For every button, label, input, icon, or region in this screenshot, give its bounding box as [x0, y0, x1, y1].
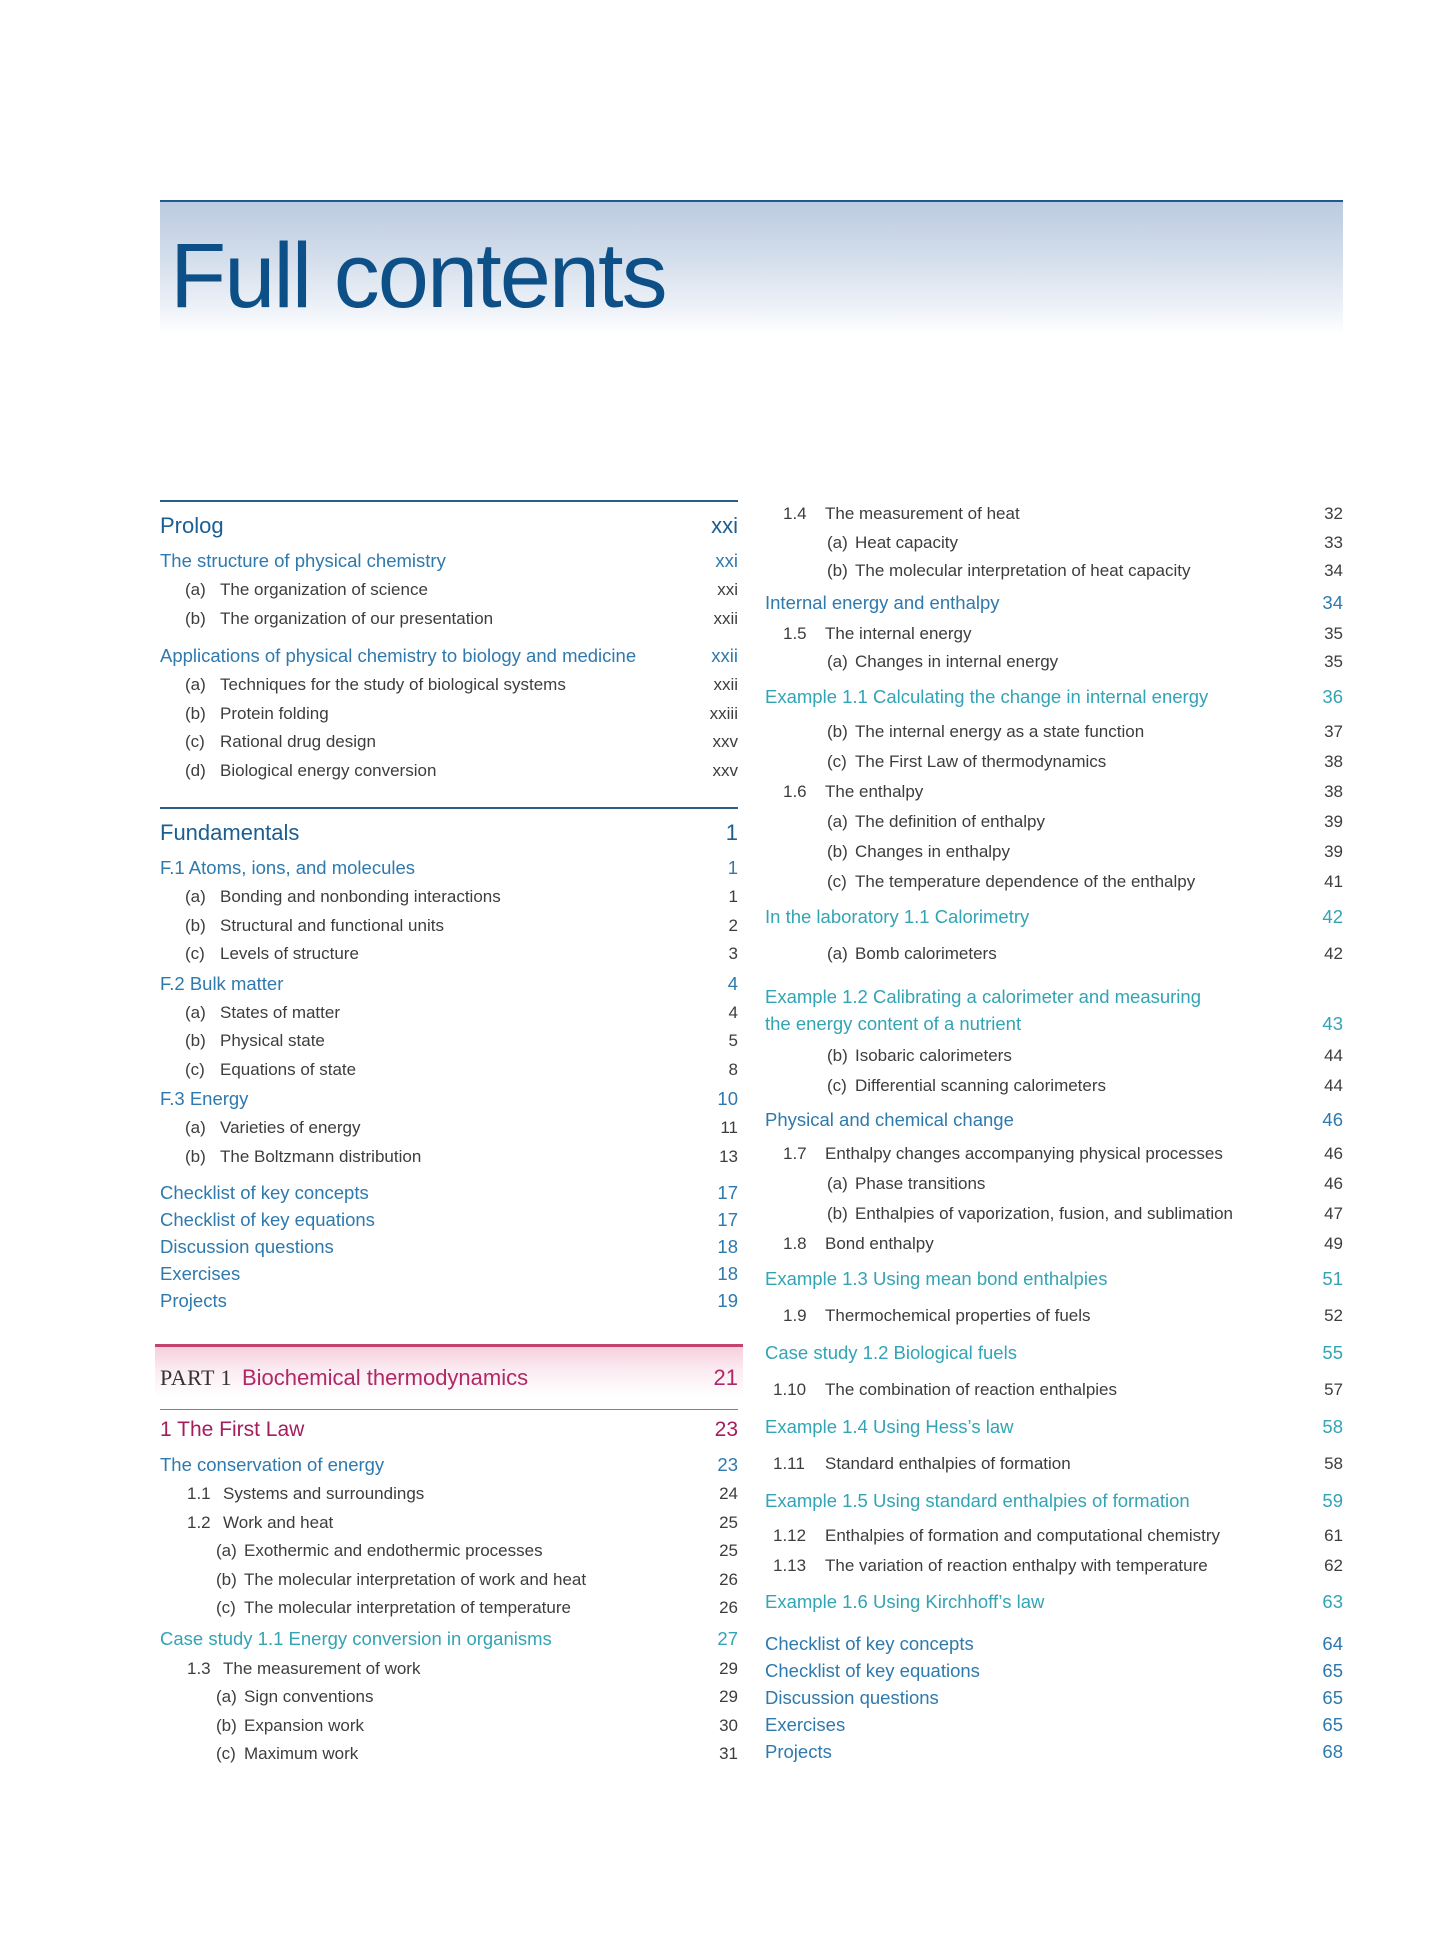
entry-number: (a): [185, 887, 206, 907]
page-number: 46: [1322, 1108, 1343, 1130]
page-number: 44: [1324, 1075, 1343, 1095]
toc-entry[interactable]: [765, 1199, 1343, 1229]
entry-label: The measurement of work: [223, 1658, 421, 1678]
page-number: 1: [728, 887, 738, 907]
entry-number: (a): [827, 811, 848, 831]
entry-number: (b): [185, 915, 206, 935]
entry-label: Bomb calorimeters: [855, 943, 997, 963]
entry-number: (b): [827, 721, 848, 741]
entry-label: Varieties of energy: [220, 1118, 361, 1138]
page-number: 65: [1322, 1660, 1343, 1681]
toc-entry[interactable]: [765, 620, 1343, 649]
page-number: 58: [1324, 1453, 1343, 1473]
entry-label: Enthalpy changes accompanying physical processes: [825, 1143, 1223, 1163]
entry-label: Fundamentals: [160, 820, 300, 845]
entry-number: 1.3: [187, 1658, 211, 1678]
toc-entry[interactable]: [160, 1114, 738, 1143]
entry-label: Standard enthalpies of formation: [825, 1453, 1071, 1473]
entry-number: (b): [216, 1569, 237, 1589]
entry-label: Discussion questions: [160, 1235, 334, 1257]
toc-entry[interactable]: [160, 1740, 738, 1769]
page-number: 68: [1322, 1741, 1343, 1762]
entry-label: The First Law of thermodynamics: [855, 751, 1107, 771]
toc-entry[interactable]: [765, 529, 1343, 558]
page-number: 38: [1324, 781, 1343, 801]
toc-entry[interactable]: [160, 1683, 738, 1712]
page-number: 17: [717, 1208, 738, 1230]
toc-entry[interactable]: [160, 757, 738, 786]
entry-label: Exothermic and endothermic processes: [244, 1541, 543, 1561]
toc-entry[interactable]: [160, 728, 738, 757]
toc-entry[interactable]: [765, 1071, 1343, 1101]
entry-number: (a): [185, 580, 206, 600]
entry-label: Bonding and nonbonding interactions: [220, 887, 501, 907]
entry-label: Maximum work: [244, 1744, 359, 1764]
toc-entry[interactable]: [765, 1373, 1343, 1407]
page-number: 47: [1324, 1203, 1343, 1223]
page-number: 13: [719, 1146, 738, 1166]
entry-label: the energy content of a nutrient: [765, 1012, 1022, 1034]
page-number: 38: [1324, 751, 1343, 771]
entry-number: (a): [827, 532, 848, 552]
page-number: xxii: [711, 645, 738, 666]
toc-end-discussion[interactable]: [765, 1685, 1343, 1712]
page-number: 18: [717, 1262, 738, 1284]
toc-entry[interactable]: [765, 837, 1343, 867]
entry-number: (b): [185, 1146, 206, 1166]
entry-label: The organization of our presentation: [220, 608, 494, 628]
page-number: 42: [1324, 943, 1343, 963]
page-number: 35: [1324, 623, 1343, 643]
page-number: 55: [1322, 1341, 1343, 1363]
toc-example-1-2[interactable]: [765, 971, 1343, 1041]
page-number: 25: [719, 1541, 738, 1561]
entry-number: (c): [185, 1059, 205, 1079]
page-number: xxv: [712, 732, 738, 752]
toc-end-checklist-concepts[interactable]: [765, 1631, 1343, 1658]
toc-end-discussion[interactable]: [160, 1233, 738, 1260]
page-number: 4: [727, 972, 738, 994]
entry-label: Projects: [765, 1741, 832, 1762]
entry-label: The structure of physical chemistry: [160, 550, 446, 571]
page-number: xxii: [713, 608, 738, 628]
toc-entry[interactable]: [765, 937, 1343, 971]
entry-number: 1.1: [187, 1484, 211, 1504]
entry-label: Bond enthalpy: [825, 1233, 934, 1253]
page-number: 33: [1324, 532, 1343, 552]
page-number: xxi: [717, 580, 738, 600]
page-number: 62: [1324, 1555, 1343, 1575]
page-number: 10: [717, 1088, 738, 1109]
toc-entry[interactable]: [160, 576, 738, 605]
entry-number: (c): [827, 751, 847, 771]
entry-label: The definition of enthalpy: [855, 811, 1045, 831]
page-number: 19: [717, 1289, 738, 1311]
entry-number: (a): [827, 652, 848, 672]
entry-label: Checklist of key equations: [160, 1208, 375, 1230]
page-number: 1: [725, 820, 738, 845]
entry-number: (a): [185, 675, 206, 695]
toc-entry[interactable]: [765, 717, 1343, 747]
toc-entry[interactable]: [160, 1509, 738, 1538]
entry-number: (c): [827, 1075, 847, 1095]
page-number: 59: [1322, 1489, 1343, 1511]
entry-label: The combination of reaction enthalpies: [825, 1379, 1118, 1399]
toc-end-checklist-equations[interactable]: [160, 1206, 738, 1233]
entry-label: The molecular interpretation of temperature: [244, 1598, 571, 1618]
entry-label: Differential scanning calorimeters: [855, 1075, 1107, 1095]
page-number: xxi: [711, 513, 738, 538]
entry-label: The internal energy as a state function: [855, 721, 1145, 741]
entry-label: Physical and chemical change: [765, 1108, 1014, 1130]
page-number: 1: [727, 857, 738, 878]
page-number: 29: [719, 1687, 738, 1707]
entry-number: (a): [827, 1173, 848, 1193]
entry-label: Prolog: [160, 513, 224, 538]
entry-label: Case study 1.1 Energy conversion in organisms: [160, 1627, 552, 1649]
entry-label: Isobaric calorimeters: [855, 1045, 1012, 1065]
entry-label: Expansion work: [244, 1715, 365, 1735]
toc-entry[interactable]: [765, 1299, 1343, 1333]
page-number: 42: [1322, 905, 1343, 927]
entry-label: PART 1: [160, 1365, 232, 1390]
toc-chapter-1[interactable]: [160, 1409, 738, 1450]
entry-number: (c): [185, 732, 205, 752]
toc-entry[interactable]: [160, 912, 738, 941]
page-number: 8: [728, 1059, 738, 1079]
toc-example-1-3[interactable]: [765, 1259, 1343, 1299]
page-number: 37: [1324, 721, 1343, 741]
page-number: 41: [1324, 871, 1343, 891]
entry-number: 1.2: [187, 1512, 211, 1532]
toc-lab-1-1[interactable]: [765, 897, 1343, 937]
toc-heading-structure[interactable]: [160, 546, 738, 576]
entry-number: (b): [827, 561, 848, 581]
toc-heading-f2[interactable]: [160, 969, 738, 999]
page-number: 26: [719, 1569, 738, 1589]
toc-entry[interactable]: [160, 700, 738, 729]
entry-label: Checklist of key concepts: [765, 1633, 974, 1654]
entry-number: 1.6: [783, 781, 807, 801]
page-title: Full contents: [170, 225, 666, 327]
toc-entry[interactable]: [765, 1139, 1343, 1169]
entry-number: 1.11: [773, 1453, 805, 1473]
page-number: 36: [1322, 685, 1343, 707]
page-number: 3: [728, 944, 738, 964]
page-number: 25: [719, 1512, 738, 1532]
entry-label: Example 1.6 Using Kirchhoff’s law: [765, 1590, 1045, 1612]
page-number: 43: [1322, 1012, 1343, 1034]
entry-label: Checklist of key equations: [765, 1660, 980, 1681]
contents-column-right: [765, 500, 1343, 1766]
entry-number: (b): [827, 841, 848, 861]
toc-entry[interactable]: [765, 500, 1343, 529]
page-number: 61: [1324, 1525, 1343, 1545]
entry-label: Exercises: [160, 1262, 241, 1284]
entry-label: Techniques for the study of biological systems: [220, 675, 566, 695]
toc-example-1-1[interactable]: [765, 677, 1343, 717]
toc-heading-f3[interactable]: [160, 1084, 738, 1114]
page-number: 39: [1324, 841, 1343, 861]
entry-label: Example 1.4 Using Hess’s law: [765, 1415, 1014, 1437]
entry-label: States of matter: [220, 1002, 340, 1022]
page-number: 51: [1322, 1267, 1343, 1289]
toc-entry[interactable]: [160, 883, 738, 912]
page-number: 63: [1322, 1590, 1343, 1612]
toc-entry[interactable]: [765, 557, 1343, 586]
page-number: 65: [1322, 1687, 1343, 1708]
entry-label: Applications of physical chemistry to biology and medicine: [160, 645, 637, 666]
toc-entry[interactable]: [765, 1041, 1343, 1071]
toc-entry[interactable]: [160, 940, 738, 969]
entry-label: The measurement of heat: [825, 504, 1020, 524]
page-number: 35: [1324, 652, 1343, 672]
entry-label: Example 1.2 Calibrating a calorimeter and measuring: [765, 985, 1201, 1007]
toc-entry[interactable]: [160, 1655, 738, 1684]
page-number: 23: [717, 1454, 738, 1475]
entry-number: (b): [185, 703, 206, 723]
entry-label: In the laboratory 1.1 Calorimetry: [765, 905, 1030, 927]
entry-number: 1.4: [783, 504, 807, 524]
page-number: 27: [717, 1627, 738, 1649]
page-number: 2: [728, 915, 738, 935]
entry-number: (b): [216, 1715, 237, 1735]
entry-label: Changes in internal energy: [855, 652, 1059, 672]
page-number: 5: [728, 1031, 738, 1051]
page-number: 39: [1324, 811, 1343, 831]
entry-label: Heat capacity: [855, 532, 958, 552]
page-number: 30: [719, 1715, 738, 1735]
toc-entry[interactable]: [160, 1056, 738, 1085]
page-number: 34: [1322, 591, 1343, 613]
toc-entry[interactable]: [765, 1169, 1343, 1199]
entry-label: Rational drug design: [220, 732, 376, 752]
toc-entry[interactable]: [765, 1447, 1343, 1481]
toc-entry[interactable]: [160, 1027, 738, 1056]
toc-example-1-5[interactable]: [765, 1481, 1343, 1521]
entry-label: The conservation of energy: [160, 1454, 385, 1475]
entry-label: The Boltzmann distribution: [220, 1146, 422, 1166]
toc-entry[interactable]: [160, 1143, 738, 1172]
toc-end-checklist-equations[interactable]: [765, 1658, 1343, 1685]
entry-label: Changes in enthalpy: [855, 841, 1011, 861]
entry-label: Example 1.3 Using mean bond enthalpies: [765, 1267, 1108, 1289]
toc-entry[interactable]: [160, 999, 738, 1028]
entry-label: The temperature dependence of the enthalpy: [855, 871, 1196, 891]
toc-entry[interactable]: [765, 747, 1343, 777]
entry-label: Case study 1.2 Biological fuels: [765, 1341, 1017, 1363]
toc-heading-conservation[interactable]: [160, 1450, 738, 1480]
entry-number: (a): [827, 943, 848, 963]
entry-label: Enthalpies of vaporization, fusion, and sublimation: [855, 1203, 1234, 1223]
page-number: 18: [717, 1235, 738, 1257]
entry-label: Structural and functional units: [220, 915, 444, 935]
toc-entry[interactable]: [765, 867, 1343, 897]
entry-number: (b): [185, 1031, 206, 1051]
entry-label: Projects: [160, 1289, 227, 1311]
page-number: 11: [720, 1118, 738, 1138]
toc-heading-f1[interactable]: [160, 853, 738, 883]
toc-entry[interactable]: [160, 1594, 738, 1623]
toc-example-1-4[interactable]: [765, 1407, 1343, 1447]
toc-entry[interactable]: [160, 1566, 738, 1595]
page-number: 58: [1322, 1415, 1343, 1437]
entry-number: (c): [216, 1598, 236, 1618]
entry-number: (c): [185, 944, 205, 964]
toc-example-1-6[interactable]: [765, 1581, 1343, 1623]
page-number: 23: [714, 1418, 738, 1441]
page-number: 32: [1324, 504, 1343, 524]
entry-label: Equations of state: [220, 1059, 357, 1079]
page-number: 26: [719, 1598, 738, 1618]
page-number: 46: [1324, 1173, 1343, 1193]
entry-label: The organization of science: [220, 580, 428, 600]
entry-label: Biochemical thermodynamics: [242, 1365, 529, 1390]
entry-number: (b): [827, 1045, 848, 1065]
entry-label: Protein folding: [220, 703, 329, 723]
toc-entry[interactable]: [765, 1521, 1343, 1551]
entry-label: 1 The First Law: [160, 1418, 305, 1441]
page-number: 4: [728, 1002, 738, 1022]
entry-label: Example 1.1 Calculating the change in internal energy: [765, 685, 1209, 707]
page-number: 31: [719, 1744, 738, 1764]
entry-number: (c): [827, 871, 847, 891]
entry-label: The internal energy: [825, 623, 972, 643]
entry-number: (b): [185, 608, 206, 628]
entry-label: Systems and surroundings: [223, 1484, 425, 1504]
entry-number: 1.12: [773, 1525, 807, 1545]
entry-label: The variation of reaction enthalpy with temperature: [825, 1555, 1208, 1575]
entry-number: (a): [216, 1541, 237, 1561]
entry-label: Physical state: [220, 1031, 325, 1051]
entry-number: 1.9: [783, 1305, 807, 1325]
toc-entry[interactable]: [765, 648, 1343, 677]
page-number: xxii: [713, 675, 738, 695]
toc-entry[interactable]: [160, 671, 738, 700]
toc-case-study-1-2[interactable]: [765, 1333, 1343, 1373]
entry-number: (a): [216, 1687, 237, 1707]
entry-number: (b): [827, 1203, 848, 1223]
entry-number: (a): [185, 1002, 206, 1022]
page-number: xxv: [712, 760, 738, 780]
page-number: 34: [1324, 561, 1343, 581]
contents-column-left: [160, 500, 738, 1769]
entry-label: F.2 Bulk matter: [160, 972, 284, 994]
entry-label: Sign conventions: [244, 1687, 374, 1707]
entry-label: F.1 Atoms, ions, and molecules: [160, 857, 416, 878]
toc-end-exercises[interactable]: [765, 1712, 1343, 1739]
entry-label: Exercises: [765, 1714, 846, 1735]
entry-number: 1.10: [773, 1379, 807, 1399]
entry-number: 1.5: [783, 623, 807, 643]
toc-end-projects[interactable]: [160, 1287, 738, 1314]
page-number: 44: [1324, 1045, 1343, 1065]
page-number: 64: [1322, 1633, 1343, 1654]
entry-label: Internal energy and enthalpy: [765, 591, 1000, 613]
page-number: 57: [1324, 1379, 1343, 1399]
entry-label: Work and heat: [223, 1512, 334, 1532]
toc-case-study-1-1[interactable]: [160, 1623, 738, 1655]
toc-entry[interactable]: [765, 1229, 1343, 1259]
entry-label: The molecular interpretation of work and heat: [244, 1569, 587, 1589]
entry-label: Levels of structure: [220, 944, 359, 964]
entry-label: Discussion questions: [765, 1687, 939, 1708]
page-number: 65: [1322, 1714, 1343, 1735]
entry-number: (a): [185, 1118, 206, 1138]
entry-label: Thermochemical properties of fuels: [825, 1305, 1091, 1325]
toc-end-checklist-concepts[interactable]: [160, 1179, 738, 1206]
entry-number: 1.7: [783, 1143, 807, 1163]
page-number: 21: [713, 1365, 738, 1390]
entry-label: Example 1.5 Using standard enthalpies of formation: [765, 1489, 1190, 1511]
toc-section-fundamentals[interactable]: [160, 807, 738, 853]
page-number: xxiii: [709, 703, 738, 723]
toc-entry[interactable]: [765, 777, 1343, 807]
toc-entry[interactable]: [160, 1480, 738, 1509]
entry-label: Checklist of key concepts: [160, 1181, 369, 1203]
entry-label: The enthalpy: [825, 781, 924, 801]
entry-number: (c): [216, 1744, 236, 1764]
toc-section-prolog[interactable]: [160, 500, 738, 546]
title-banner: [160, 200, 1343, 335]
entry-label: Biological energy conversion: [220, 760, 437, 780]
toc-entry[interactable]: [765, 807, 1343, 837]
toc-heading-internal-energy[interactable]: [765, 586, 1343, 620]
page-number: 29: [719, 1658, 738, 1678]
toc-heading-applications[interactable]: [160, 641, 738, 671]
page-number: 46: [1324, 1143, 1343, 1163]
toc-entry[interactable]: [160, 1537, 738, 1566]
toc-heading-physical-change[interactable]: [765, 1101, 1343, 1139]
toc-end-projects[interactable]: [765, 1739, 1343, 1766]
entry-label: Enthalpies of formation and computational chemistry: [825, 1525, 1220, 1545]
entry-label: The molecular interpretation of heat capacity: [855, 561, 1191, 581]
entry-number: 1.8: [783, 1233, 807, 1253]
entry-number: (d): [185, 760, 206, 780]
page-number: 49: [1324, 1233, 1343, 1253]
entry-number: 1.13: [773, 1555, 807, 1575]
page-number: xxi: [715, 550, 738, 571]
page-number: 17: [717, 1181, 738, 1203]
toc-entry[interactable]: [160, 605, 738, 634]
toc-end-exercises[interactable]: [160, 1260, 738, 1287]
entry-label: F.3 Energy: [160, 1088, 249, 1109]
entry-label: Phase transitions: [855, 1173, 986, 1193]
page-number: 24: [719, 1484, 738, 1504]
toc-part-1[interactable]: [155, 1344, 743, 1409]
toc-entry[interactable]: [765, 1551, 1343, 1581]
toc-entry[interactable]: [160, 1712, 738, 1741]
page-number: 52: [1324, 1305, 1343, 1325]
